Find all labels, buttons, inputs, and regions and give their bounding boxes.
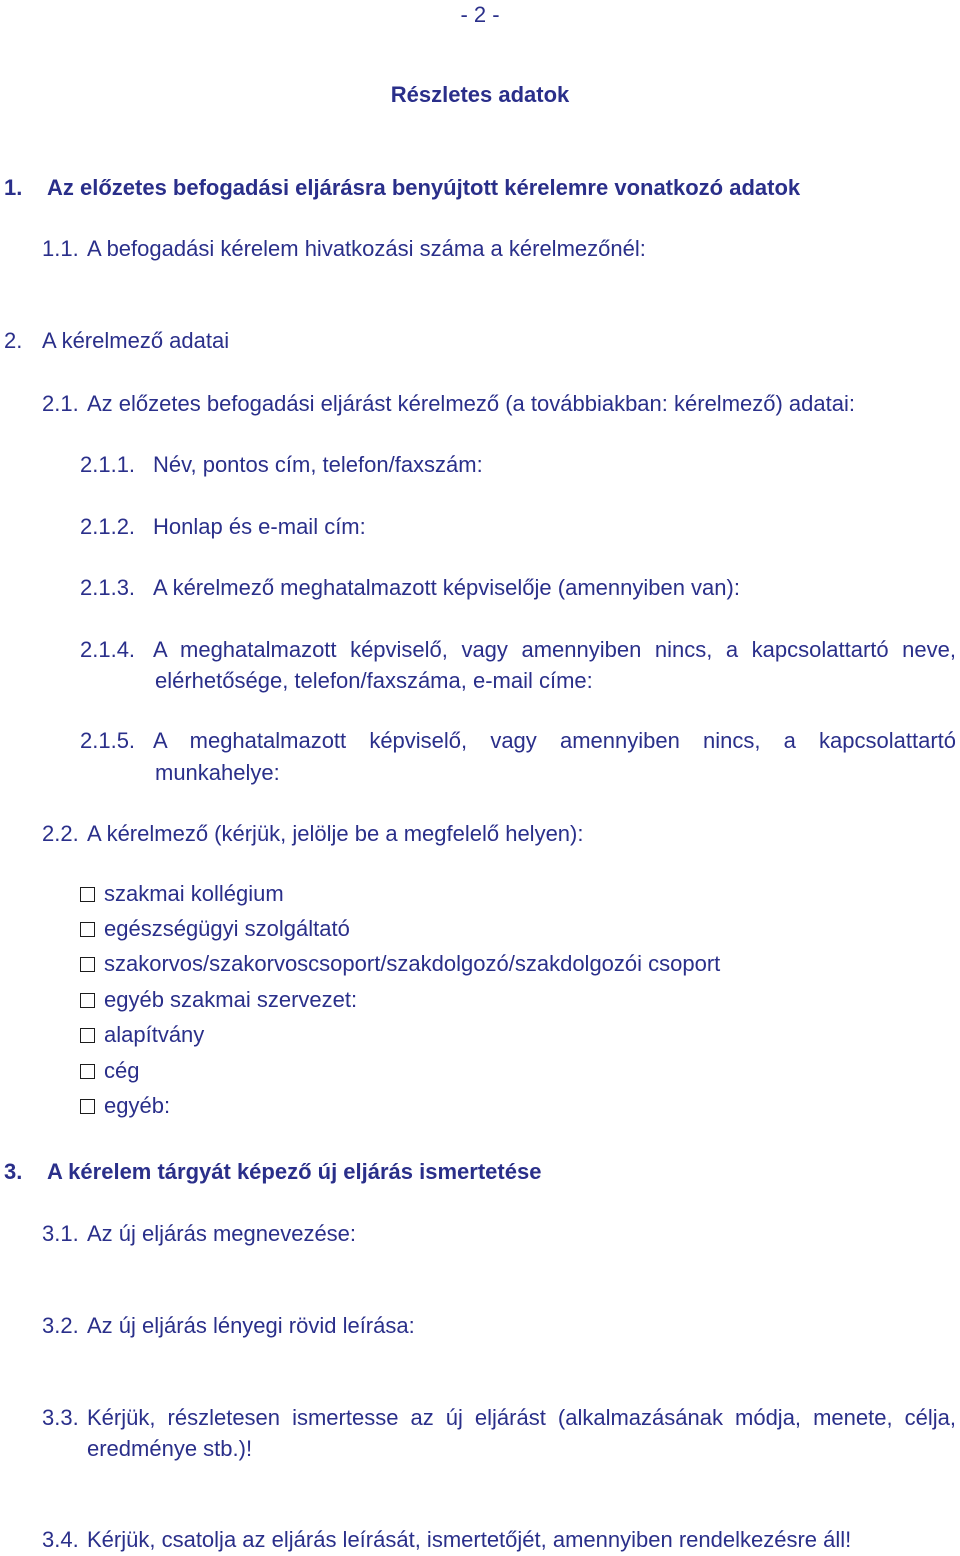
item-number: 2.1.5. xyxy=(80,728,136,753)
item-number: 3.2. xyxy=(42,1313,79,1338)
checkbox[interactable] xyxy=(80,1099,95,1114)
item-3-3 xyxy=(42,1405,87,1431)
option-label: alapítvány xyxy=(104,1022,205,1047)
item-label: Név, pontos cím, telefon/faxszám: xyxy=(153,452,483,477)
item-label: Az új eljárás lényegi rövid leírása: xyxy=(87,1313,415,1338)
option-egeszsegugyi-szolgaltato[interactable] xyxy=(80,916,350,942)
option-label: szakorvos/szakorvoscsoport/szakdolgozó/szakdolgozói csoport xyxy=(104,951,721,976)
item-number: 3.3. xyxy=(42,1405,79,1430)
item-number: 2.1.4. xyxy=(80,637,136,662)
option-label: egészségügyi szolgáltató xyxy=(104,916,350,941)
item-3-3-line-1: Kérjük, részletesen ismertesse az új eljárást (alkalmazásának módja, menete, célja, xyxy=(87,1405,956,1430)
item-label: A befogadási kérelem hivatkozási száma a kérelmezőnél: xyxy=(87,236,646,261)
option-egyeb[interactable] xyxy=(80,1093,170,1119)
option-egyeb-szakmai-szervezet[interactable] xyxy=(80,987,357,1013)
item-label: Honlap és e-mail cím: xyxy=(153,514,366,539)
item-2-1-4-line-2: elérhetősége, telefon/faxszáma, e-mail címe: xyxy=(155,668,593,693)
item-3-1 xyxy=(42,1221,356,1247)
option-label: cég xyxy=(104,1058,140,1083)
item-label: Kérjük, csatolja az eljárás leírását, ismertetőjét, amennyiben rendelkezésre áll! xyxy=(87,1527,852,1552)
section-1-heading xyxy=(4,175,800,201)
item-2-2 xyxy=(42,821,583,847)
item-label: A kérelmező (kérjük, jelölje be a megfelelő helyen): xyxy=(87,821,584,846)
checkbox[interactable] xyxy=(80,957,95,972)
item-2-1-5 xyxy=(80,728,153,754)
section-number: 1. xyxy=(4,175,23,200)
item-number: 2.1.1. xyxy=(80,452,136,477)
checkbox[interactable] xyxy=(80,887,95,902)
item-number: 1.1. xyxy=(42,236,79,261)
option-szakmai-kollegium[interactable] xyxy=(80,881,284,907)
item-number: 2.1.3. xyxy=(80,575,136,600)
option-label: egyéb: xyxy=(104,1093,171,1118)
item-2-1-5-line-2: munkahelye: xyxy=(155,760,280,785)
page-title: Részletes adatok xyxy=(390,82,570,107)
item-2-1-3 xyxy=(80,575,740,601)
section-3-heading xyxy=(4,1159,541,1185)
item-2-1-4 xyxy=(80,637,153,663)
section-title: A kérelem tárgyát képező új eljárás ismertetése xyxy=(47,1159,542,1184)
item-3-2 xyxy=(42,1313,415,1339)
section-title: Az előzetes befogadási eljárásra benyújtott kérelemre vonatkozó adatok xyxy=(47,175,801,200)
option-label: szakmai kollégium xyxy=(104,881,284,906)
item-label: Az új eljárás megnevezése: xyxy=(87,1221,357,1246)
item-3-3-line-2: eredménye stb.)! xyxy=(87,1436,253,1461)
item-3-4 xyxy=(42,1527,851,1553)
section-2-heading xyxy=(4,328,229,354)
section-number: 2. xyxy=(4,328,23,353)
item-2-1-5-line-1: A meghatalmazott képviselő, vagy amennyiben nincs, a kapcsolattartó xyxy=(153,728,956,753)
item-label: Az előzetes befogadási eljárást kérelmező (a továbbiakban: kérelmező) adatai: xyxy=(87,391,855,416)
page-number: - 2 - xyxy=(460,2,500,27)
item-number: 3.1. xyxy=(42,1221,79,1246)
item-label: A kérelmező meghatalmazott képviselője (amennyiben van): xyxy=(153,575,740,600)
checkbox[interactable] xyxy=(80,1028,95,1043)
item-2-1-4-line-1: A meghatalmazott képviselő, vagy amennyiben nincs, a kapcsolattartó neve, xyxy=(153,637,956,662)
item-2-1-2 xyxy=(80,514,366,540)
option-szakorvos[interactable] xyxy=(80,951,720,977)
item-2-1 xyxy=(42,391,855,417)
option-alapitvany[interactable] xyxy=(80,1022,204,1048)
item-number: 2.1. xyxy=(42,391,79,416)
checkbox[interactable] xyxy=(80,993,95,1008)
section-title: A kérelmező adatai xyxy=(42,328,230,353)
item-number: 3.4. xyxy=(42,1527,79,1552)
item-number: 2.1.2. xyxy=(80,514,136,539)
option-ceg[interactable] xyxy=(80,1058,139,1084)
checkbox[interactable] xyxy=(80,922,95,937)
item-number: 2.2. xyxy=(42,821,79,846)
section-number: 3. xyxy=(4,1159,23,1184)
option-label: egyéb szakmai szervezet: xyxy=(104,987,358,1012)
item-1-1 xyxy=(42,236,646,262)
item-2-1-1 xyxy=(80,452,483,478)
checkbox[interactable] xyxy=(80,1064,95,1079)
